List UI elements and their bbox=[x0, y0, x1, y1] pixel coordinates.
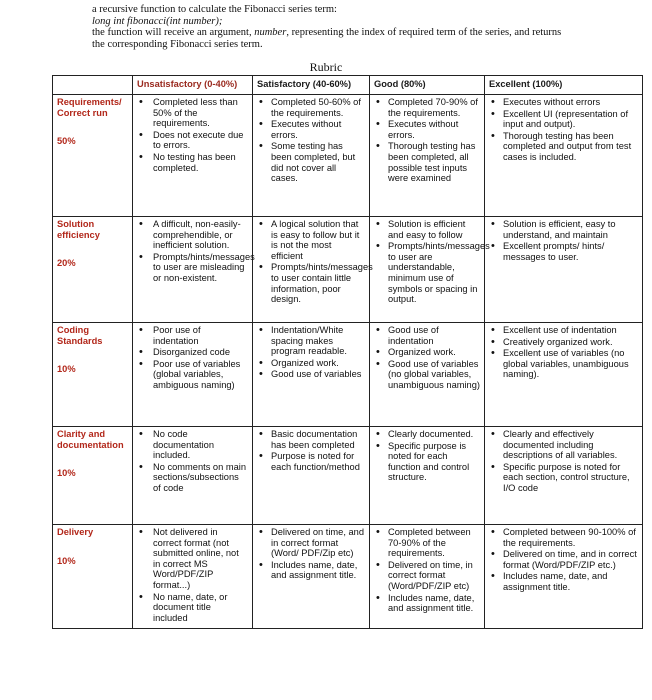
bullet-list bbox=[137, 527, 248, 623]
level-cell bbox=[370, 217, 490, 323]
bullet-item: • Poor use of variables (global variables, ambiguous naming) bbox=[137, 359, 248, 391]
intro-text: , representing the index of required term of the series, and returns bbox=[286, 27, 562, 38]
level-cell bbox=[485, 95, 643, 217]
bullet-item: • Completed between 90-100% of the requirements. bbox=[489, 527, 638, 548]
level-cell bbox=[133, 323, 253, 427]
bullet-item: • Executes without errors bbox=[489, 97, 638, 108]
criterion-name: Delivery bbox=[57, 527, 94, 537]
bullet-list bbox=[489, 325, 638, 380]
argument-name: number bbox=[254, 27, 287, 38]
criterion-name: Requirements/ Correct run bbox=[57, 97, 122, 118]
bullet-list bbox=[137, 219, 255, 284]
level-cell bbox=[370, 323, 485, 427]
level-cell bbox=[370, 427, 485, 525]
problem-statement bbox=[92, 4, 612, 50]
bullet-list bbox=[489, 429, 638, 494]
header-unsatisfactory: Unsatisfactory (0-40%) bbox=[133, 76, 253, 95]
level-cell bbox=[133, 95, 253, 217]
bullet-item: • Basic documentation has been completed bbox=[257, 429, 365, 450]
corner-cell bbox=[53, 76, 133, 95]
bullet-item: • Indentation/White spacing makes program readable. bbox=[257, 325, 365, 357]
bullet-item: • Solution is efficient, easy to understand, and maintain bbox=[489, 219, 638, 240]
bullet-item: • Disorganized code bbox=[137, 347, 248, 358]
bullet-item: • Does not execute due to errors. bbox=[137, 130, 248, 151]
level-cell bbox=[253, 217, 373, 323]
level-cell bbox=[370, 525, 485, 629]
bullet-item: • Purpose is noted for each function/method bbox=[257, 451, 365, 472]
bullet-item: • Poor use of indentation bbox=[137, 325, 248, 346]
bullet-item: • Completed less than 50% of the requirements. bbox=[137, 97, 248, 129]
bullet-item: • Not delivered in correct format (not submitted online, not in correct MS Word/PDF/ZIP format...) bbox=[137, 527, 248, 591]
bullet-item: • Excellent use of variables (no global variables, unambiguous naming). bbox=[489, 348, 638, 380]
bullet-item: • Creatively organized work. bbox=[489, 337, 638, 348]
criterion-cell bbox=[53, 217, 133, 323]
bullet-list bbox=[137, 325, 248, 391]
criterion-cell bbox=[53, 323, 133, 427]
bullet-item: • Specific purpose is noted for each function and control structure. bbox=[374, 441, 480, 483]
criterion-name: Clarity and documentation bbox=[57, 429, 124, 450]
bullet-list bbox=[137, 429, 248, 494]
bullet-list bbox=[257, 429, 365, 472]
bullet-item: • Delivered on time, in correct format (Word/PDF/ZIP etc) bbox=[374, 560, 480, 592]
bullet-item: • No testing has been completed. bbox=[137, 152, 248, 173]
bullet-item: • Completed between 70-90% of the requirements. bbox=[374, 527, 480, 559]
criterion-weight: 50% bbox=[57, 136, 76, 147]
bullet-item: • Solution is efficient and easy to follow bbox=[374, 219, 480, 240]
bullet-item: • Excellent UI (representation of input and output). bbox=[489, 109, 638, 130]
bullet-item: • Some testing has been completed, but did not cover all cases. bbox=[257, 141, 365, 183]
criterion-weight: 10% bbox=[57, 364, 76, 375]
bullet-item: • Delivered on time, and in correct format (Word/ PDF/Zip etc) bbox=[257, 527, 365, 559]
intro-line: a recursive function to calculate the Fibonacci series term: bbox=[92, 4, 337, 15]
bullet-list bbox=[374, 527, 480, 614]
bullet-item: • Includes name, date, and assignment title. bbox=[257, 560, 365, 581]
bullet-item: • Excellent prompts/ hints/ messages to user. bbox=[489, 241, 638, 262]
level-cell bbox=[485, 525, 643, 629]
bullet-item: • Clearly documented. bbox=[374, 429, 480, 440]
bullet-item: • Includes name, date, and assignment title. bbox=[374, 593, 480, 614]
level-cell bbox=[253, 95, 370, 217]
bullet-item: • Excellent use of indentation bbox=[489, 325, 638, 336]
header-satisfactory: Satisfactory (40-60%) bbox=[253, 76, 370, 95]
criterion-weight: 10% bbox=[57, 468, 76, 479]
bullet-list bbox=[374, 219, 490, 305]
criterion-name: Solution efficiency bbox=[57, 219, 100, 240]
bullet-item: • Executes without errors. bbox=[257, 119, 365, 140]
criterion-cell bbox=[53, 95, 133, 217]
bullet-item: • Clearly and effectively documented including descriptions of all variables. bbox=[489, 429, 638, 461]
bullet-item: • Executes without errors. bbox=[374, 119, 480, 140]
criterion-weight: 20% bbox=[57, 258, 76, 269]
rubric-row bbox=[53, 217, 643, 323]
intro-text: the function will receive an argument, bbox=[92, 27, 255, 38]
bullet-list bbox=[374, 325, 480, 391]
bullet-list bbox=[489, 97, 638, 163]
bullet-list bbox=[257, 97, 365, 184]
level-cell bbox=[133, 217, 253, 323]
bullet-item: • Good use of variables bbox=[257, 369, 365, 380]
bullet-item: • Completed 50-60% of the requirements. bbox=[257, 97, 365, 118]
rubric-table bbox=[52, 75, 643, 629]
bullet-list bbox=[257, 325, 365, 380]
level-cell bbox=[370, 95, 485, 217]
bullet-item: • Thorough testing has been completed and output from test cases is included. bbox=[489, 131, 638, 163]
rubric-row bbox=[53, 525, 643, 629]
level-cell bbox=[133, 427, 253, 525]
rubric-row bbox=[53, 95, 643, 217]
bullet-list bbox=[489, 219, 638, 262]
level-cell bbox=[253, 323, 370, 427]
intro-line bbox=[92, 27, 612, 39]
level-cell bbox=[485, 217, 643, 323]
level-cell bbox=[133, 525, 253, 629]
level-cell bbox=[253, 427, 370, 525]
rubric-body bbox=[53, 95, 643, 629]
bullet-list bbox=[257, 527, 365, 581]
header-excellent: Excellent (100%) bbox=[485, 76, 643, 95]
bullet-item: • A logical solution that is easy to follow but it is not the most efficient bbox=[257, 219, 365, 261]
bullet-item: • Organized work. bbox=[257, 358, 365, 369]
bullet-list bbox=[374, 97, 480, 184]
level-cell bbox=[485, 323, 643, 427]
bullet-item: • Good use of indentation bbox=[374, 325, 480, 346]
bullet-item: • Includes name, date, and assignment title. bbox=[489, 571, 638, 592]
bullet-item: • No name, date, or document title included bbox=[137, 592, 248, 624]
bullet-item: • No comments on main sections/subsections of code bbox=[137, 462, 248, 494]
level-cell bbox=[485, 427, 643, 525]
bullet-item: • Prompts/hints/messages to user contain little information, poor design. bbox=[257, 262, 365, 304]
bullet-item: • Good use of variables (no global variables, unambiguous naming) bbox=[374, 359, 480, 391]
bullet-item: • No code documentation included. bbox=[137, 429, 248, 461]
bullet-item: • A difficult, non-easily-comprehendible, or inefficient solution. bbox=[137, 219, 248, 251]
bullet-item: • Thorough testing has been completed, all possible test inputs were examined bbox=[374, 141, 480, 183]
header-good: Good (80%) bbox=[370, 76, 485, 95]
function-signature: long int fibonacci(int number); bbox=[92, 15, 223, 27]
bullet-list bbox=[137, 97, 248, 173]
bullet-item: • Prompts/hints/messages to user are misleading or non-existent. bbox=[137, 252, 248, 284]
bullet-item: • Specific purpose is noted for each section, control structure, I/O code bbox=[489, 462, 638, 494]
bullet-list bbox=[489, 527, 638, 593]
rubric-row bbox=[53, 427, 643, 525]
bullet-list bbox=[257, 219, 373, 305]
bullet-item: • Delivered on time, and in correct format (Word/PDF/ZIP etc.) bbox=[489, 549, 638, 570]
criterion-cell bbox=[53, 525, 133, 629]
intro-line: the corresponding Fibonacci series term. bbox=[92, 38, 263, 50]
criterion-cell bbox=[53, 427, 133, 525]
criterion-name: Coding Standards bbox=[57, 325, 103, 346]
level-cell bbox=[253, 525, 370, 629]
bullet-item: • Prompts/hints/messages to user are understandable, minimum use of symbols or spacing in output. bbox=[374, 241, 480, 305]
header-row bbox=[53, 76, 643, 95]
bullet-item: • Completed 70-90% of the requirements. bbox=[374, 97, 480, 118]
bullet-item: • Organized work. bbox=[374, 347, 480, 358]
rubric-title: Rubric bbox=[309, 60, 343, 74]
rubric-row bbox=[53, 323, 643, 427]
criterion-weight: 10% bbox=[57, 555, 76, 566]
bullet-list bbox=[374, 429, 480, 483]
